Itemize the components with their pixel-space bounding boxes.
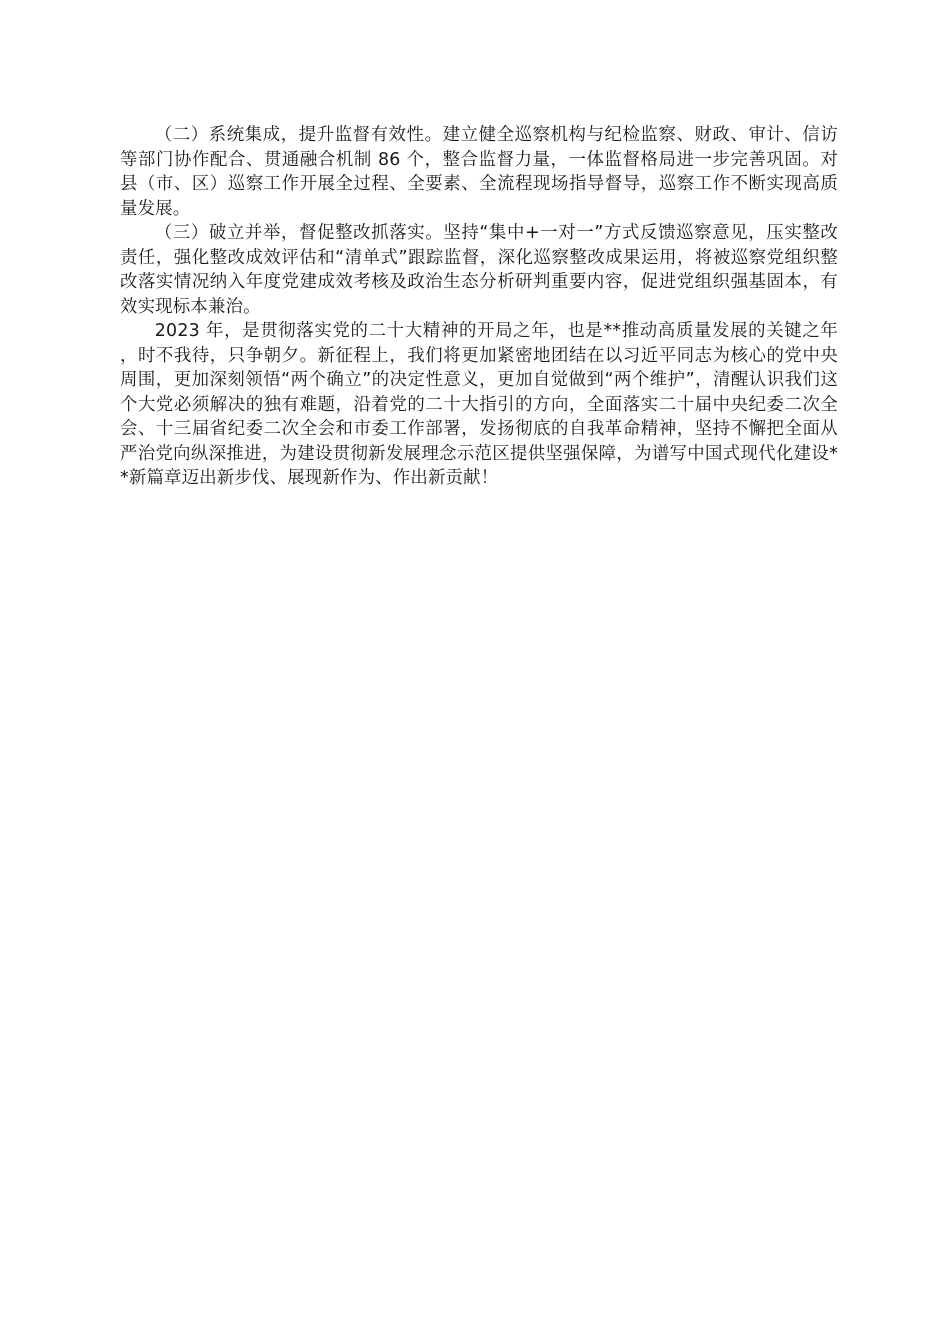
document-body [120,123,838,491]
paragraph-system-integration: （二）系统集成，提升监督有效性。建立健全巡察机构与纪检监察、财政、审计、信访等部门协作配合、贯通融合机制 86 个，整合监督力量，一体监督格局进一步完善巩固。对县（市、区）巡察工作开展全过程、全要素、全流程现场指导督导，巡察工作不断实现高质量发展。 [120,125,838,219]
paragraph-rectification: （三）破立并举，督促整改抓落实。坚持“集中+一对一”方式反馈巡察意见，压实整改责任，强化整改成效评估和“清单式”跟踪监督，深化巡察整改成果运用，将被巡察党组织整改落实情况纳入年度党建成效考核及政治生态分析研判重要内容，促进党组织强基固本，有效实现标本兼治。 [120,223,838,317]
paragraph-2023-outlook: 2023 年，是贯彻落实党的二十大精神的开局之年，也是**推动高质量发展的关键之年，时不我待，只争朝夕。新征程上，我们将更加紧密地团结在以习近平同志为核心的党中央周围，更加深刻领悟“两个确立”的决定性意义，更加自觉做到“两个维护”，清醒认识我们这个大党必须解决的独有难题，沿着党的二十大指引的方向，全面落实二十届中央纪委二次全会、十三届省纪委二次全会和市委工作部署，发扬彻底的自我革命精神，坚持不懈把全面从严治党向纵深推进，为建设贯彻新发展理念示范区提供坚强保障，为谱写中国式现代化建设**新篇章迈出新步伐、展现新作为、作出新贡献！ [120,321,838,488]
